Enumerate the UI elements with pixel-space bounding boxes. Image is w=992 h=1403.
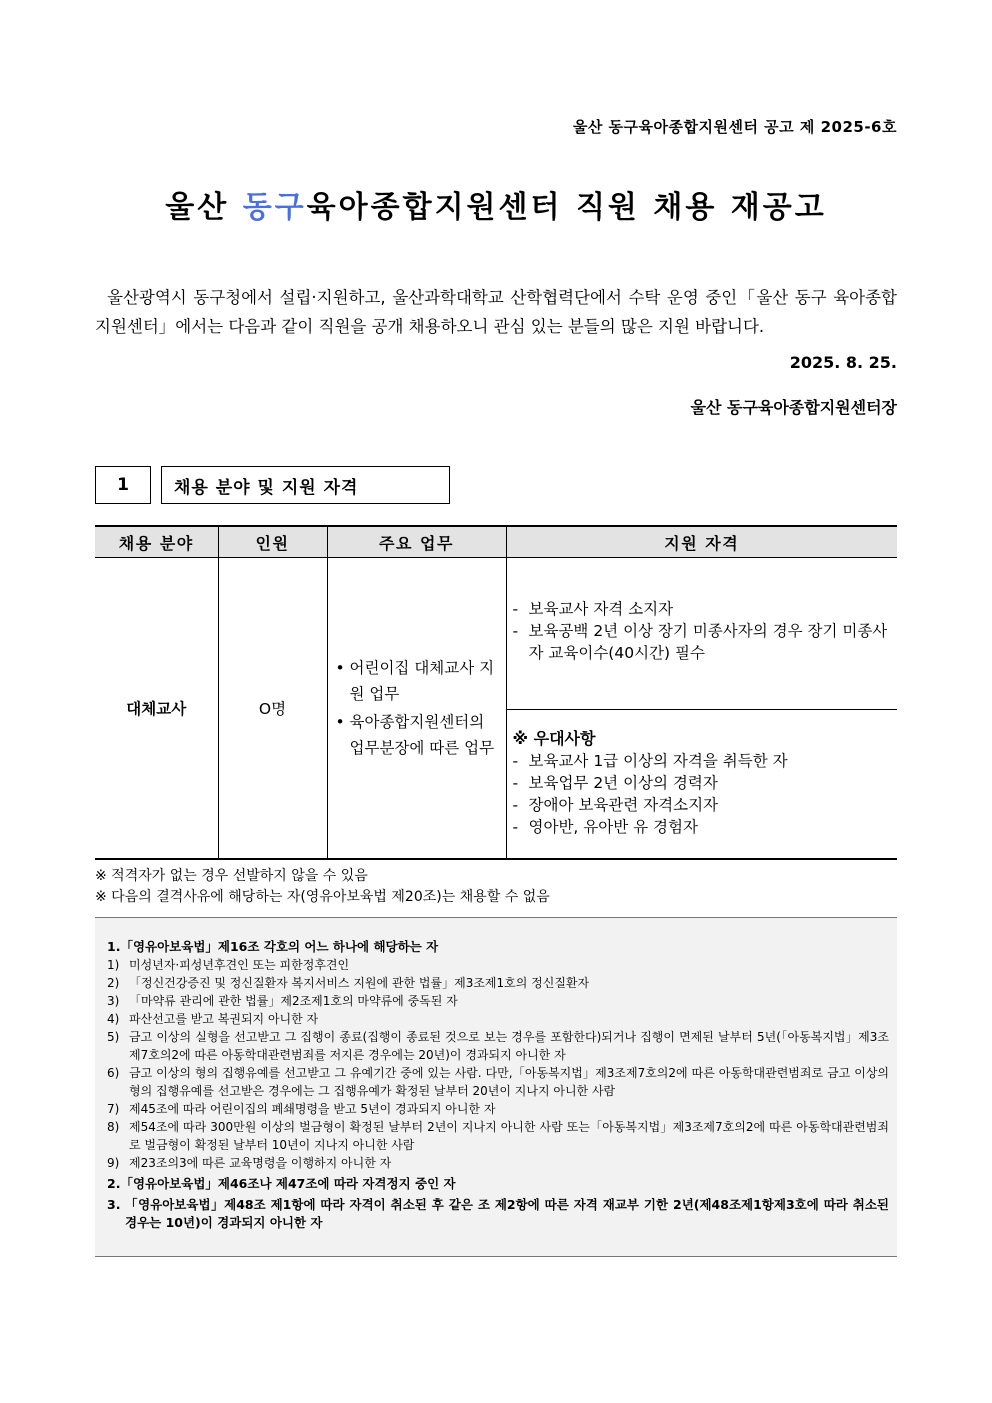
qualification-item: - 보육공백 2년 이상 장기 미종사자의 경우 장기 미종사자 교육이수(40시간) 필수 (512, 622, 888, 662)
section-number: 1 (95, 466, 151, 504)
title-part2: 육아종합지원센터 직원 채용 재공고 (306, 190, 827, 225)
preference-item: - 보육업무 2년 이상의 경력자 (512, 774, 718, 792)
list-item: 7) 제45조에 따라 어린이집의 폐쇄명령을 받고 5년이 경과되지 아니한 자 (107, 1102, 496, 1116)
preference-item: - 장애아 보육관련 자격소지자 (512, 796, 719, 814)
cell-duties (327, 558, 506, 860)
cell-field: 대체교사 (95, 558, 218, 860)
header-count: 인원 (218, 526, 327, 558)
note-no-qualified: ※ 적격자가 없는 경우 선발하지 않을 수 있음 (95, 868, 368, 884)
list-item: 5) 금고 이상의 실형을 선고받고 그 집행이 종료(집행이 종료된 것으로 보는 경우를 포함한다)되거나 집행이 면제된 날부터 5년(「아동복지법」제3조제7호의2에 따른 아동학대관련범죄를 저지른 경우에는 20년)이 경과되지 아니한 자 (107, 1030, 889, 1062)
disqualification-box (95, 917, 897, 1257)
preference-item: - 보육교사 1급 이상의 자격을 취득한 자 (512, 752, 788, 770)
preference-title: ※ 우대사항 (512, 729, 596, 748)
disqualification-heading-1: 1.「영유아보육법」제16조 각호의 어느 하나에 해당하는 자 (107, 939, 439, 954)
preferences-list (507, 710, 898, 858)
preference-item: - 영아반, 유아반 유 경험자 (512, 818, 698, 836)
table-row (95, 558, 897, 860)
note-disqualification: ※ 다음의 결격사유에 해당하는 자(영유아보육법 제20조)는 채용할 수 없음 (95, 889, 550, 905)
cell-qualifications (506, 558, 897, 860)
disqualification-heading-2: 2.「영유아보육법」제46조나 제47조에 따라 자격정지 중인 자 (107, 1176, 456, 1191)
header-field: 채용 분야 (95, 526, 218, 558)
duty-item: • 육아종합지원센터의 업무분장에 따른 업무 (336, 709, 500, 761)
title-highlight: 동구 (242, 190, 307, 225)
list-item: 6) 금고 이상의 형의 집행유예를 선고받고 그 유예기간 중에 있는 사람. 다만,「아동복지법」제3조제7호의2에 따른 아동학대관련범죄로 금고 이상의 형의 집행유예를 선고받은 경우에는 그 집행유예가 확정된 날부터 20년이 지나지 아니한 사람 (107, 1066, 889, 1098)
intro-paragraph (95, 283, 897, 341)
disqualification-heading-3: 3. 「영유아보육법」제48조 제1항에 따라 자격이 취소된 후 같은 조 제2항에 따른 자격 재교부 기한 2년(제48조제1항제3호에 따라 취소된 경우는 10년)이 경과되지 아니한 자 (107, 1197, 889, 1230)
list-item: 8) 제54조에 따라 300만원 이상의 벌금형이 확정된 날부터 2년이 지나지 아니한 사람 또는「아동복지법」제3조제7호의2에 따른 아동학대관련범죄로 벌금형이 확정된 날부터 10년이 지나지 아니한 사람 (107, 1120, 889, 1152)
list-item: 2) 「정신건강증진 및 정신질환자 복지서비스 지원에 관한 법률」제3조제1호의 정신질환자 (107, 976, 590, 990)
page-title (0, 182, 992, 226)
header-duties: 주요 업무 (327, 526, 506, 558)
notice-number: 울산 동구육아종합지원센터 공고 제 2025-6호 (572, 118, 897, 136)
section-title: 채용 분야 및 지원 자격 (161, 466, 450, 504)
list-item: 3) 「마약류 관리에 관한 법률」제2조제1호의 마약류에 중독된 자 (107, 994, 458, 1008)
cell-count: O명 (218, 558, 327, 860)
qualifications-list (507, 558, 898, 710)
list-item: 1) 미성년자·피성년후견인 또는 피한정후견인 (107, 958, 350, 972)
table-header-row (95, 526, 897, 558)
header-qualifications: 지원 자격 (506, 526, 897, 558)
intro-text: 울산광역시 동구청에서 설립·지원하고, 울산과학대학교 산학협력단에서 수탁 운영 중인「울산 동구 육아종합지원센터」에서는 다음과 같이 직원을 공개 채용하오니 관심 있는 분들의 많은 지원 바랍니다. (95, 288, 897, 336)
qualification-item: - 보육교사 자격 소지자 (512, 600, 674, 618)
title-part1: 울산 (165, 190, 243, 225)
recruitment-table (95, 525, 897, 860)
duty-item: • 어린이집 대체교사 지원 업무 (336, 655, 500, 707)
bullet-icon: • (335, 713, 345, 731)
notice-date: 2025. 8. 25. (789, 353, 897, 372)
bullet-icon: • (335, 659, 345, 677)
list-item: 9) 제23조의3에 따른 교육명령을 이행하지 아니한 자 (107, 1156, 392, 1170)
notice-issuer: 울산 동구육아종합지원센터장 (690, 398, 897, 417)
list-item: 4) 파산선고를 받고 복권되지 아니한 자 (107, 1012, 319, 1026)
